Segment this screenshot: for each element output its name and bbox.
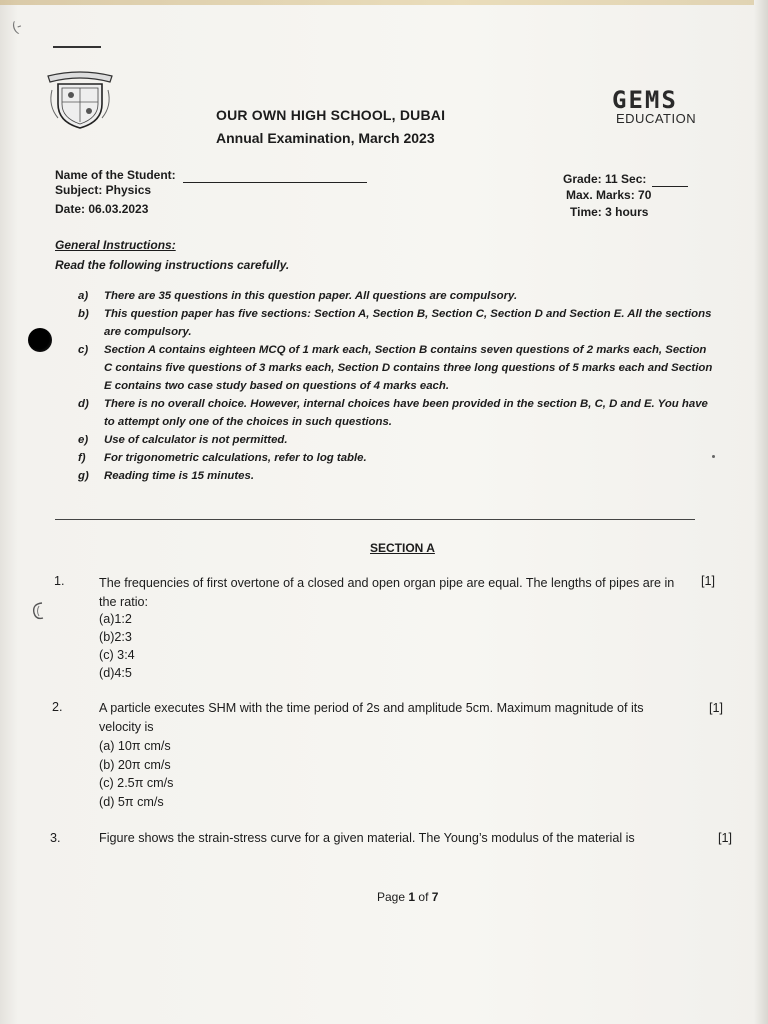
page-word: Page <box>377 890 406 904</box>
pencil-mark-icon <box>30 600 48 622</box>
instruction-text: This question paper has five sections: Section A, Section B, Section C, Section D and Section E. All the sections are compulsory. <box>104 308 712 338</box>
instruction-text: Use of calculator is not permitted. <box>104 434 288 446</box>
instruction-marker: g) <box>78 470 89 482</box>
instruction-item <box>78 341 713 395</box>
option: (c) 3:4 <box>99 648 135 662</box>
instruction-marker: c) <box>78 344 89 356</box>
student-name-label: Name of the Student: <box>55 168 176 182</box>
question-number: 2. <box>52 700 63 714</box>
instruction-text: There are 35 questions in this question paper. All questions are compulsory. <box>104 290 518 302</box>
instruction-marker: d) <box>78 398 89 410</box>
exam-title: Annual Examination, March 2023 <box>216 130 435 146</box>
page-total: 7 <box>431 890 439 904</box>
option: (a) 10π cm/s <box>99 739 171 753</box>
exam-date: Date: 06.03.2023 <box>55 202 149 216</box>
instructions-list <box>78 287 713 485</box>
question-number: 1. <box>54 574 65 588</box>
max-marks: Max. Marks: 70 <box>566 188 652 202</box>
option: (d)4:5 <box>99 666 132 680</box>
instruction-item <box>78 431 713 449</box>
question-text: A particle executes SHM with the time period of 2s and amplitude 5cm. Maximum magnitude of its velocity is <box>99 701 644 734</box>
time-allowed: Time: 3 hours <box>570 205 649 219</box>
question-marks: [1] <box>709 701 724 715</box>
option: (d) 5π cm/s <box>99 795 164 809</box>
section-title: SECTION A <box>370 541 435 555</box>
page-number: 1 <box>408 890 416 904</box>
instruction-text: For trigonometric calculations, refer to log table. <box>104 452 367 464</box>
instructions-title: General Instructions: <box>55 238 176 252</box>
option: (a)1:2 <box>99 612 132 626</box>
option: (b) 20π cm/s <box>99 758 171 772</box>
instruction-text: There is no overall choice. However, internal choices have been provided in the section B, C, D and E. You have to attempt only one of the choices in such questions. <box>104 398 708 428</box>
instruction-item <box>78 467 713 485</box>
gems-logo: GEMS <box>612 86 678 114</box>
instruction-item <box>78 395 713 431</box>
subject: Subject: Physics <box>55 183 152 197</box>
page-footer <box>377 890 438 904</box>
instruction-marker: f) <box>78 452 86 464</box>
instruction-marker: b) <box>78 308 89 320</box>
instructions-lead: Read the following instructions carefully. <box>55 258 290 272</box>
school-crest-icon <box>44 66 116 132</box>
paper-top-edge <box>0 0 768 5</box>
gems-logo-subtitle: EDUCATION <box>616 111 697 126</box>
grade-label: Grade: 11 Sec: <box>563 172 647 186</box>
paper-right-edge <box>754 0 768 1024</box>
of-word: of <box>418 890 429 904</box>
student-name-blank <box>183 168 367 183</box>
question-marks: [1] <box>718 831 733 845</box>
question-marks: [1] <box>701 574 716 588</box>
instruction-text: Section A contains eighteen MCQ of 1 mark each, Section B contains seven questions of 2 marks each, Section C contains five questions of 3 marks each, Section D contains three long questions of 5 marks each and Section E contains two case study based on questions of 4 marks each. <box>104 344 713 392</box>
student-name-line <box>55 168 367 183</box>
punch-hole-mark <box>28 328 52 352</box>
question-text: Figure shows the strain-stress curve for a given material. The Young’s modulus of the material is <box>99 831 635 845</box>
top-dash-mark <box>53 46 101 48</box>
option: (c) 2.5π cm/s <box>99 776 174 790</box>
instruction-marker: e) <box>78 434 89 446</box>
question-number: 3. <box>50 831 61 845</box>
school-name: OUR OWN HIGH SCHOOL, DUBAI <box>216 107 446 123</box>
divider-line <box>55 519 695 520</box>
option: (b)2:3 <box>99 630 132 644</box>
instruction-item <box>78 305 713 341</box>
stray-dot-mark <box>712 455 715 458</box>
pencil-scribble: (- <box>9 16 24 36</box>
instruction-item <box>78 287 713 305</box>
grade-line <box>563 172 688 187</box>
instruction-marker: a) <box>78 290 89 302</box>
instruction-item <box>78 449 713 467</box>
section-blank <box>652 172 688 187</box>
question-text: The frequencies of first overtone of a closed and open organ pipe are equal. The lengths of pipes are in the ratio: <box>99 576 675 609</box>
instruction-text: Reading time is 15 minutes. <box>104 470 255 482</box>
